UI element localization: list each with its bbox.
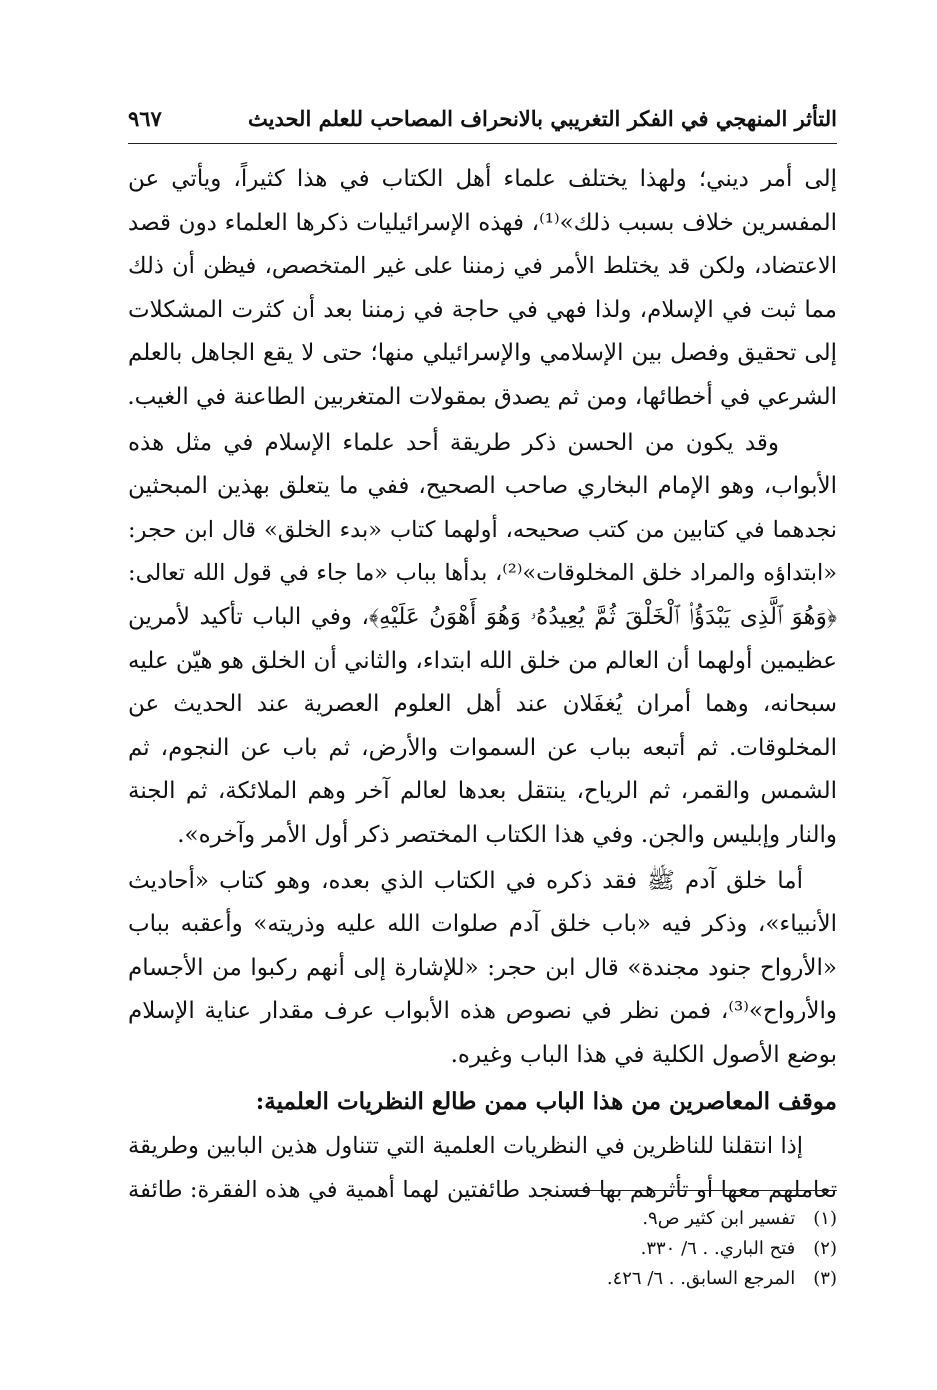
text-line: إذا انتقلنا للناظرين في النظريات العلمية التي تتناول هذين البابين وطريقة: [128, 1133, 803, 1160]
text-line: إلى أمر ديني؛ ولهذا يختلف علماء أهل الكتاب في هذا كثيراً، ويأتي عن: [128, 166, 837, 192]
footnote-number: (٣): [813, 1268, 837, 1289]
footnote-number: (١): [813, 1208, 837, 1229]
text-line: أما خلق آدم ﷺ فقد ذكره في الكتاب الذي بعده، وهو كتاب «أحاديث: [128, 867, 803, 894]
footnote: [128, 1204, 837, 1234]
text-line: والأرواح»⁽³⁾، فمن نظر في نصوص هذه الأبواب عرف مقدار عناية الإسلام: [128, 998, 837, 1025]
footnote-text: فتح الباري. . ٦/ ٣٣٠.: [640, 1238, 796, 1259]
text-line: الاعتضاد، ولكن قد يختلط الأمر في زمننا على غير المتخصص، فيظن أن ذلك: [128, 253, 837, 280]
quran-verse-line: ﴿وَهُوَ ٱلَّذِى يَبْدَؤُا۟ ٱلْخَلْقَ ثُمَّ يُعِيدُهُۥ وَهُوَ أَهْوَنُ عَلَيْهِ﴾، وفي الباب تأكيد لأمرين: [128, 603, 837, 630]
text-line: الأنبياء»، وذكر فيه «باب خلق آدم صلوات الله عليه وذريته» وأعقبه بباب: [128, 911, 837, 938]
text-line: نجدهما في كتابين من كتب صحيحه، أولهما كتاب «بدء الخلق» قال ابن حجر:: [128, 516, 837, 543]
footnote-number: (٢): [813, 1238, 837, 1259]
header-rule: [128, 143, 837, 144]
page-number: ٩٦٧: [128, 105, 162, 131]
footnote-text: تفسير ابن كثير ص٩.: [642, 1208, 796, 1229]
text-line: الشمس والقمر، ثم الرياح، ينتقل بعدها لعالم آخر وهم الملائكة، ثم الجنة: [128, 778, 837, 805]
text-line: وقد يكون من الحسن ذكر طريقة أحد علماء الإسلام في مثل هذه: [128, 429, 779, 456]
text-line: الشرعي في أخطائها، ومن ثم يصدق بمقولات المتغربين الطاعنة في الغيب.: [127, 383, 837, 410]
body-text: [128, 158, 837, 1213]
section-heading: موقف المعاصرين من هذا الباب ممن طالع النظريات العلمية:: [255, 1088, 837, 1116]
text-line: «الأرواح جنود مجندة» قال ابن حجر: «للإشارة إلى أنهم ركبوا من الأجسام: [128, 954, 837, 981]
footnotes: [128, 1204, 837, 1294]
text-line: مما ثبت في الإسلام، ولذا فهي في حاجة في زمننا بعد أن كثرت المشكلات: [128, 296, 837, 323]
text-line: والنار وإبليس والجن. وفي هذا الكتاب المختصر ذكر أول الأمر وآخره».: [177, 821, 837, 848]
footnote: [128, 1264, 837, 1294]
running-title: التأثر المنهجي في الفكر التغريبي بالانحراف المصاحب للعلم الحديث: [248, 105, 837, 131]
text-line: إلى تحقيق وفصل بين الإسلامي والإسرائيلي منها؛ حتى لا يقع الجاهل بالعلم: [128, 340, 837, 367]
text-line: الأبواب، وهو الإمام البخاري صاحب الصحيح، ففي ما يتعلق بهذين المبحثين: [128, 473, 837, 500]
text-line: سبحانه، وهما أمران يُغفَلان عند أهل العلوم العصرية عند الحديث عن: [128, 691, 837, 718]
text-line: عظيمين أولهما أن العالم من خلق الله ابتداء، والثاني أن الخلق هو هيّن عليه: [128, 647, 837, 674]
text-line: «ابتداؤه والمراد خلق المخلوقات»⁽²⁾، بدأها بباب «ما جاء في قول الله تعالى:: [128, 560, 838, 587]
text-line: تعاملهم معها أو تأثرهم بها فسنجد طائفتين لهما أهمية في هذه الفقرة: طائفة: [128, 1177, 837, 1204]
footnote: [128, 1234, 837, 1264]
text-line: المخلوقات. ثم أتبعه بباب عن السموات والأرض، ثم باب عن النجوم، ثم: [128, 734, 837, 761]
footnote-rule: [562, 1190, 837, 1191]
page-header: [128, 98, 837, 138]
footnote-text: المرجع السابق. . ٦/ ٤٢٦.: [606, 1268, 796, 1289]
text-line: بوضع الأصول الكلية في هذا الباب وغيره.: [450, 1041, 837, 1068]
text-line: المفسرين خلاف بسبب ذلك»⁽¹⁾، فهذه الإسرائيليات ذكرها العلماء دون قصد: [128, 209, 837, 236]
